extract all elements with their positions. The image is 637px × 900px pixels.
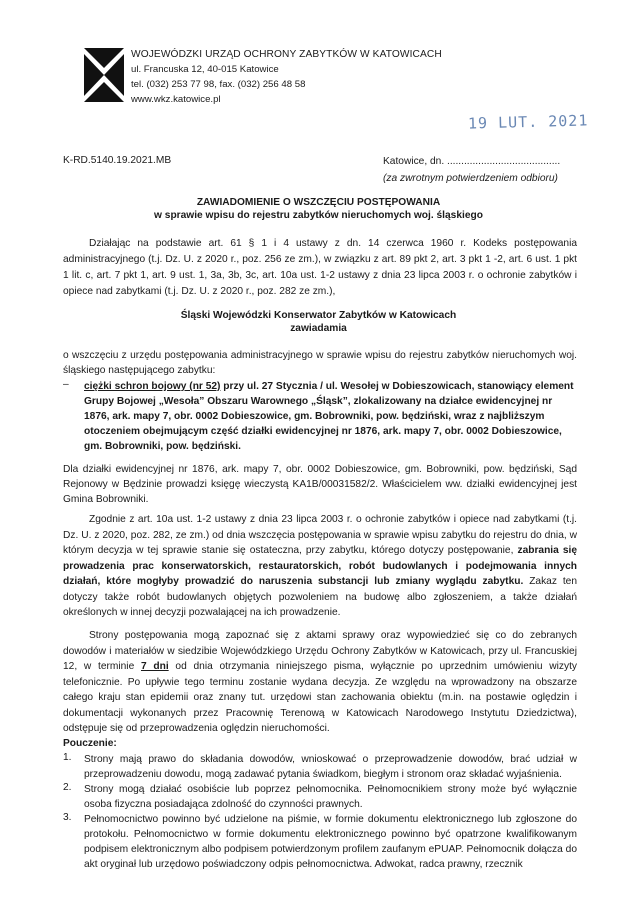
authority-verb: zawiadamia — [290, 323, 347, 334]
title-line-2: w sprawie wpisu do rejestru zabytków nieruchomych woj. śląskiego — [154, 210, 483, 221]
date-stamp: 19 LUT. 2021 — [467, 111, 589, 133]
deadline: 7 dni — [140, 661, 169, 672]
org-phone: tel. (032) 253 77 98, fax. (032) 256 48 58 — [131, 79, 306, 90]
org-website: www.wkz.katowice.pl — [131, 94, 221, 105]
document-title — [0, 196, 637, 222]
monument-details: przy ul. 27 Stycznia / ul. Wesołej w Dobieszowicach, stanowiący element Grupy Bojowej „Wesoła” Obszaru Warownego „Śląsk”, zlokalizowany na działce ewidencyjnej nr 1876, ark. mapy 7, obr. 0002 Dobieszowice, gm. Bobrowniki, pow. będziński, wraz z najbliższym otoczeniem obejmującym część działki ewidencyjnej nr 1876, ark. mapy 7, obr. 0002 Dobieszowice, gm. Bobrowniki, pow. będziński. — [84, 381, 574, 452]
office-logo-icon — [84, 48, 124, 102]
parties-text-1: Strony postępowania mogą zapoznać się z aktami sprawy oraz wypowiedzieć się co do zebranych dowodów i materiałów w siedzibie Wojewódzkiego Urzędu Ochrony Zabytków w Katowicach, przy ul. Francuskiej 12, w terminie — [63, 630, 577, 672]
instruction-heading: Pouczenie: — [63, 738, 117, 749]
place-date-block — [383, 153, 560, 187]
instruction-number: 3. — [63, 812, 72, 823]
land-register-paragraph: Dla działki ewidencyjnej nr 1876, ark. mapy 7, obr. 0002 Dobieszowice, gm. Bobrowniki, pow. będziński, Sąd Rejonowy w Będzinie prowadzi księgę wieczystą KA1B/00031582/2. Właścicielem ww. działki ewidencyjnej jest Gmina Bobrowniki. — [63, 464, 577, 505]
notice-paragraph: o wszczęciu z urzędu postępowania administracyjnego w sprawie wpisu do rejestru zabytków nieruchomych woj. śląskiego następującego zabytku: — [63, 350, 577, 376]
prohibition-text-2: Zakaz ten dotyczy także robót budowlanych objętych pozwoleniem na budowę albo zgłoszeniem, a także działań określonych w innej decyzji pozwalającej na ich prowadzenie. — [63, 576, 577, 618]
org-address: ul. Francuska 12, 40-015 Katowice — [131, 64, 279, 75]
case-reference: K-RD.5140.19.2021.MB — [63, 155, 172, 166]
instruction-item: Strony mogą działać osobiście lub poprzez pełnomocnika. Pełnomocnikiem strony może być wyłącznie osoba fizyczna posiadająca zdolność do czynności prawnych. — [84, 784, 577, 810]
authority-name: Śląski Wojewódzki Konserwator Zabytków w Katowicach — [180, 310, 457, 321]
intro-text: Działając na podstawie art. 61 § 1 i 4 ustawy z dn. 14 czerwca 1960 r. Kodeks postępowania administracyjnego (t.j. Dz. U. z 2020 r., poz. 256 ze zm.), w związku z art. 89 pkt 2, art. 3 pkt 1 -2, art. 6 ust. 1 pkt 1 lit. c, art. 7 pkt 1, art. 9 ust. 1, 3a, 3b, 3c, art. 10a ust. 1-2 ustawy z dnia 23 lipca 2003 r. o ochronie zabytków i opiece nad zabytkami (t.j. Dz. U. z 2020 r., poz. 282 ze zm.), — [63, 238, 577, 297]
instruction-number: 2. — [63, 782, 72, 793]
place-date-line: Katowice, dn. ........................................ — [383, 156, 561, 167]
delivery-note: (za zwrotnym potwierdzeniem odbioru) — [383, 173, 558, 184]
intro-paragraph — [63, 236, 577, 300]
instruction-number: 1. — [63, 752, 72, 763]
prohibition-paragraph — [63, 512, 577, 621]
monument-description — [84, 379, 577, 454]
authority-block — [0, 309, 637, 335]
item-bullet: – — [63, 379, 69, 390]
instruction-item: Strony mają prawo do składania dowodów, wnioskować o przeprowadzenie dowodów, brać udział w przeprowadzeniu dowodu, mogą zadawać pytania świadkom, biegłym i stronom oraz składać wyjaśnienia. — [84, 754, 577, 780]
parties-paragraph — [63, 628, 577, 737]
letterhead — [131, 47, 442, 107]
prohibition-bold: zabrania się prowadzenia prac konserwatorskich, restauratorskich, robót budowlanych i podejmowania innych działań, które mogłyby prowadzić do naruszenia substancji lub zmiany wyglądu zabytku. — [63, 545, 577, 587]
monument-name: ciężki schron bojowy (nr 52) — [84, 381, 221, 392]
prohibition-text-1: Zgodnie z art. 10a ust. 1-2 ustawy z dnia 23 lipca 2003 r. o ochronie zabytków i opiece nad zabytkami (t.j. Dz. U. z 2020, poz. 282, ze zm.) od dnia wszczęcia postępowania w sprawie wpisu zabytku do rejestru do dnia, w którym decyzja w tej sprawie stanie się ostateczna, przy zabytku, którego dotyczy postępowanie, — [63, 514, 577, 556]
instruction-item: Pełnomocnictwo powinno być udzielone na piśmie, w formie dokumentu elektronicznego lub zgłoszone do protokołu. Pełnomocnictwo w formie dokumentu elektronicznego powinno być opatrzone kwalifikowanym podpisem elektronicznym albo podpisem potwierdzonym profilem zaufanym ePUAP. Pełnomocnik dołącza do akt oryginał lub urzędowo poświadczony odpis pełnomocnictwa. Adwokat, radca prawny, rzecznik — [84, 814, 577, 870]
parties-text-2: od dnia otrzymania niniejszego pisma, wyłącznie po uprzednim umówieniu wizyty telefonicznie. Po upływie tego terminu zostanie wydana decyzja. Ze względu na wprowadzony na obszarze całego kraju stan epidemii oraz znany tut. urzędowi stan zachowania obiektu (m.in. na postawie oględzin i dokumentacji wykonanych przez Pracownię Terenową w Katowicach Narodowego Instytutu Dziedzictwa), odstępuje się od przeprowadzenia oględzin nieruchomości. — [63, 661, 577, 734]
title-line-1: ZAWIADOMIENIE O WSZCZĘCIU POSTĘPOWANIA — [196, 197, 441, 208]
org-name: WOJEWÓDZKI URZĄD OCHRONY ZABYTKÓW W KATOWICACH — [131, 49, 442, 60]
